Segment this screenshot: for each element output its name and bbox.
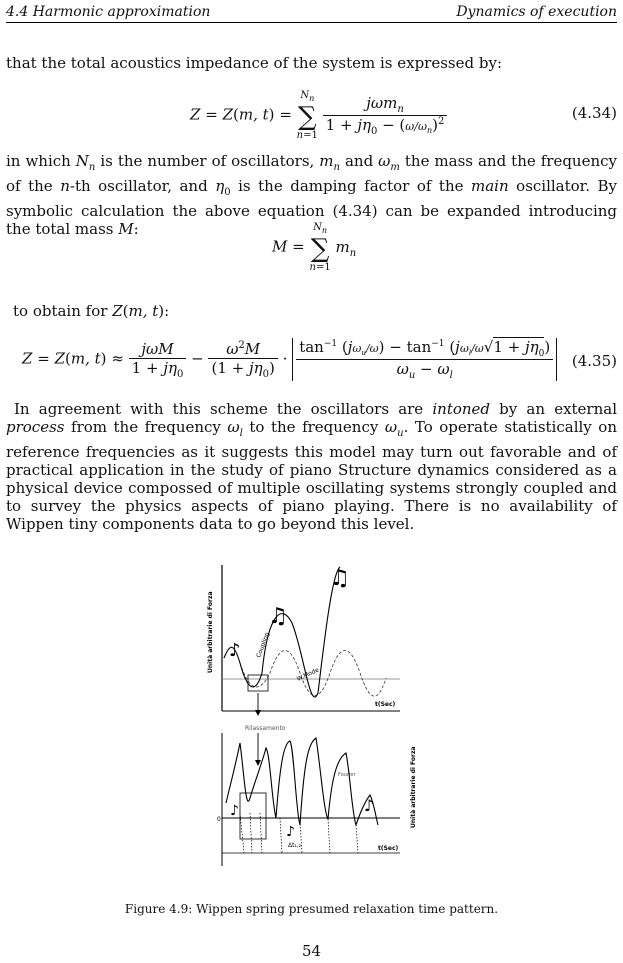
- text-run: -th oscillator, and: [69, 177, 216, 195]
- text-run: . To operate statistically on reference frequencies as it suggests this model may turn out favorable and of practical application in the study of piano Structure dynamics considered as a physical device compossed of multiple oscillating systems strongly coupled and to survey the physics aspects of piano playing. There is no availability of Wippen tiny components data to go beyond this level.: [6, 418, 617, 533]
- text-run: in which: [6, 152, 76, 170]
- svg-text:♫: ♫: [330, 566, 350, 591]
- header-section-title: 4.4 Harmonic approximation: [6, 4, 211, 20]
- text-run: is the number of oscillators,: [95, 152, 320, 170]
- equation-number: (4.35): [571, 352, 617, 370]
- top-y-label: Unità arbitrarie di Forza: [207, 591, 214, 673]
- text-run: In agreement with this scheme the oscillators are: [14, 400, 433, 418]
- top-panel: [207, 565, 400, 716]
- bottom-y-label: Unità arbitrarie di Forza: [410, 746, 417, 828]
- running-header: [6, 2, 617, 22]
- header-rule: [6, 22, 617, 23]
- text-run: the mass and the frequency of the: [6, 152, 617, 195]
- header-chapter-title: Dynamics of execution: [456, 4, 617, 20]
- equation-body: M = $N_n$ ∑ n=1 $m_n$: [272, 222, 357, 273]
- label-wmode: W.Mode: [295, 666, 321, 683]
- svg-text:♪: ♪: [364, 796, 375, 815]
- text-run: from the frequency: [64, 418, 228, 436]
- bottom-x-label: t(Sec): [378, 845, 399, 852]
- text-run: by an external: [490, 400, 618, 418]
- paragraph-intro: [6, 54, 617, 72]
- label-coupling: Coupling: [255, 631, 271, 659]
- label-fourier: Fourier: [338, 772, 356, 778]
- equation-4-35-body: Z = Z(m, t) ≈ $\frac{\text{jωM}}{1 + j\eta_0}$ − $\frac{\omega^2M}{(1 + j\eta_0)}$ · $\frac{\tan^{-1} (j\omega_u/\omega) - \tan^{-1} (j\omega_l/\omega√1 + j\eta_0)}{\omega_u - \omega_l}$: [22, 338, 557, 381]
- svg-text:♪: ♪: [286, 824, 295, 840]
- equation-4-35: [0, 334, 623, 384]
- equation-4-34: [0, 86, 623, 140]
- svg-text:♪: ♪: [230, 803, 239, 819]
- emphasis: process: [6, 418, 65, 436]
- label-relax: Rilassamento: [245, 725, 286, 732]
- text-run: to obtain for: [13, 302, 113, 320]
- emphasis: main: [471, 177, 509, 195]
- text-run: and: [339, 152, 379, 170]
- label-zero: 0: [217, 816, 221, 823]
- text-run: is the damping factor of the: [230, 177, 472, 195]
- paragraph-obtain: to obtain for Z(m, t):: [13, 302, 170, 320]
- paragraph-text: that the total acoustics impedance of the system is expressed by:: [6, 54, 503, 72]
- paragraph-definitions: in which $N_n$ is the number of oscillators, $m_n$ and $\omega_m$ the mass and the frequency of the n-th oscillator, and $\eta_0$ is the damping factor of the main oscillator. By symbolic calculation the above equation (4.34) can be expanded introducing the total mass M:: [6, 152, 617, 238]
- paragraph-agreement: In agreement with this scheme the oscillators are intoned by an external process from the frequency $\omega_l$ to the frequency $\omega_u$. To operate statistically on reference frequencies as it suggests this model may turn out favorable and of practical application in the study of piano Structure dynamics considered as a physical device compossed of multiple oscillating systems strongly coupled and to survey the physics aspects of piano playing. There is no availability of Wippen tiny components data to go beyond this level.: [6, 400, 618, 533]
- text-run: oscillator. By symbolic calculation the above equation (4.34) can be expanded introducing the total mass: [6, 177, 617, 238]
- page-number: 54: [301, 942, 322, 960]
- svg-text:♪: ♪: [229, 640, 241, 661]
- equation-total-mass: [0, 220, 623, 273]
- figure-graphic: [200, 563, 436, 868]
- emphasis: intoned: [432, 400, 491, 418]
- top-x-label: t(Sec): [375, 701, 396, 708]
- text-run: :: [164, 302, 170, 320]
- figure-caption: Figure 4.9: Wippen spring presumed relaxation time pattern.: [124, 902, 499, 916]
- bottom-panel: [217, 725, 417, 866]
- equation-number: (4.34): [571, 104, 617, 122]
- equation-4-34-body: Z = Z(m, t) = $N_n$ ∑ n=1 $\frac{j\omega m_n}{1 + j\eta_0 - (\omega/\omega_n)^2}$: [190, 90, 447, 141]
- text-run: to the frequency: [242, 418, 385, 436]
- figure-4-9: [200, 563, 436, 868]
- label-dt: Δt₁,₂: [288, 842, 302, 849]
- svg-text:♫: ♫: [268, 604, 288, 629]
